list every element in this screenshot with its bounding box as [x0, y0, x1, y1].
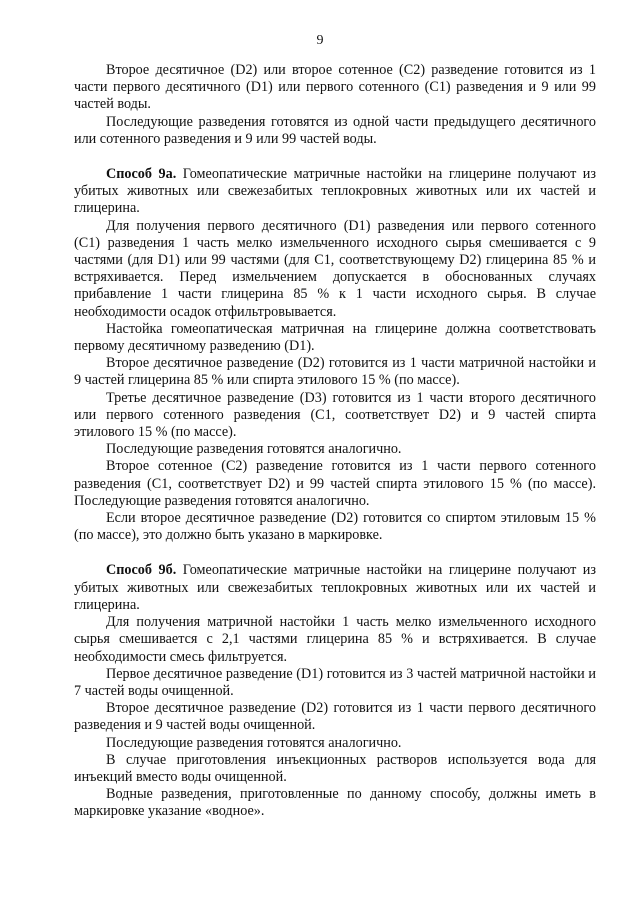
method-9b-paragraph-3: Второе десятичное разведение (D2) готовится из 1 части первого десятичного разведения и 9 частей воды очищенной.: [74, 700, 596, 734]
method-9a-paragraph-1: Для получения первого десятичного (D1) разведения или первого сотенного (C1) разведения 1 часть мелко измельченного исходного сырья смешивается с 9 частями (для D1) или 99 частями (для C1, соответствующему D2) глицерина 85 % и встряхивается. Перед измельчением допускается в обоснованных случаях прибавление 1 части глицерина 85 % к 1 части исходного сырья. В случае необходимости осадок отфильтровывается.: [74, 217, 596, 320]
document-body: [74, 62, 596, 821]
method-9b-paragraph-2: Первое десятичное разведение (D1) готовится из 3 частей матричной настойки и 7 частей воды очищенной.: [74, 665, 596, 699]
page-number: 9: [316, 33, 324, 48]
intro-paragraph-2: Последующие разведения готовятся из одной части предыдущего десятичного или сотенного разведения и 9 или 99 частей воды.: [74, 113, 596, 147]
method-9b-intro: [74, 562, 596, 614]
intro-paragraph-1: Второе десятичное (D2) или второе сотенное (C2) разведение готовится из 1 части первого десятичного (D1) или первого сотенного (C1) разведения и 9 или 99 частей воды.: [74, 62, 596, 113]
method-9a-paragraph-7: Если второе десятичное разведение (D2) готовится со спиртом этиловым 15 % (по массе), это должно быть указано в маркировке.: [74, 510, 596, 544]
method-9a-paragraph-4: Третье десятичное разведение (D3) готовится из 1 части второго десятичного или первого сотенного разведения (C1, соответствует D2) и 9 частей спирта этилового 15 % (по массе).: [74, 389, 596, 441]
method-9b-heading: Способ 9б.: [106, 562, 177, 579]
method-9a-paragraph-5: Последующие разведения готовятся аналогично.: [106, 441, 402, 458]
method-9b-paragraph-5: В случае приготовления инъекционных растворов используется вода для инъекций вместо воды очищенной.: [74, 751, 596, 785]
method-9b-paragraph-4: Последующие разведения готовятся аналогично.: [106, 734, 402, 751]
method-9a-intro: [74, 166, 596, 218]
method-9b-paragraph-6: Водные разведения, приготовленные по данному способу, должны иметь в маркировке указание «водное».: [74, 786, 596, 820]
method-9a-lead: Гомеопатические матричные настойки на глицерине получают из убитых животных или свежезабитых теплокровных животных или их частей и глицерина.: [74, 166, 596, 217]
method-9b-lead: Гомеопатические матричные настойки на глицерине получают из убитых животных или свежезабитых теплокровных животных или их частей и глицерина.: [74, 562, 596, 613]
method-9a-heading: Способ 9а.: [106, 166, 177, 183]
method-9a-paragraph-6: Второе сотенное (C2) разведение готовится из 1 части первого сотенного разведения (C1, соответствует D2) и 99 частей спирта этилового 15 % (по массе). Последующие разведения готовятся аналогично.: [74, 458, 596, 509]
method-9a-paragraph-2: Настойка гомеопатическая матричная на глицерине должна соответствовать первому десятичному разведению (D1).: [74, 320, 596, 355]
method-9b-paragraph-1: Для получения матричной настойки 1 часть мелко измельченного исходного сырья смешивается с 2,1 частями глицерина 85 % и встряхивается. В случае необходимости смесь фильтруется.: [74, 614, 596, 665]
method-9a-paragraph-3: Второе десятичное разведение (D2) готовится из 1 части матричной настойки и 9 частей глицерина 85 % или спирта этилового 15 % (по массе).: [74, 355, 596, 389]
